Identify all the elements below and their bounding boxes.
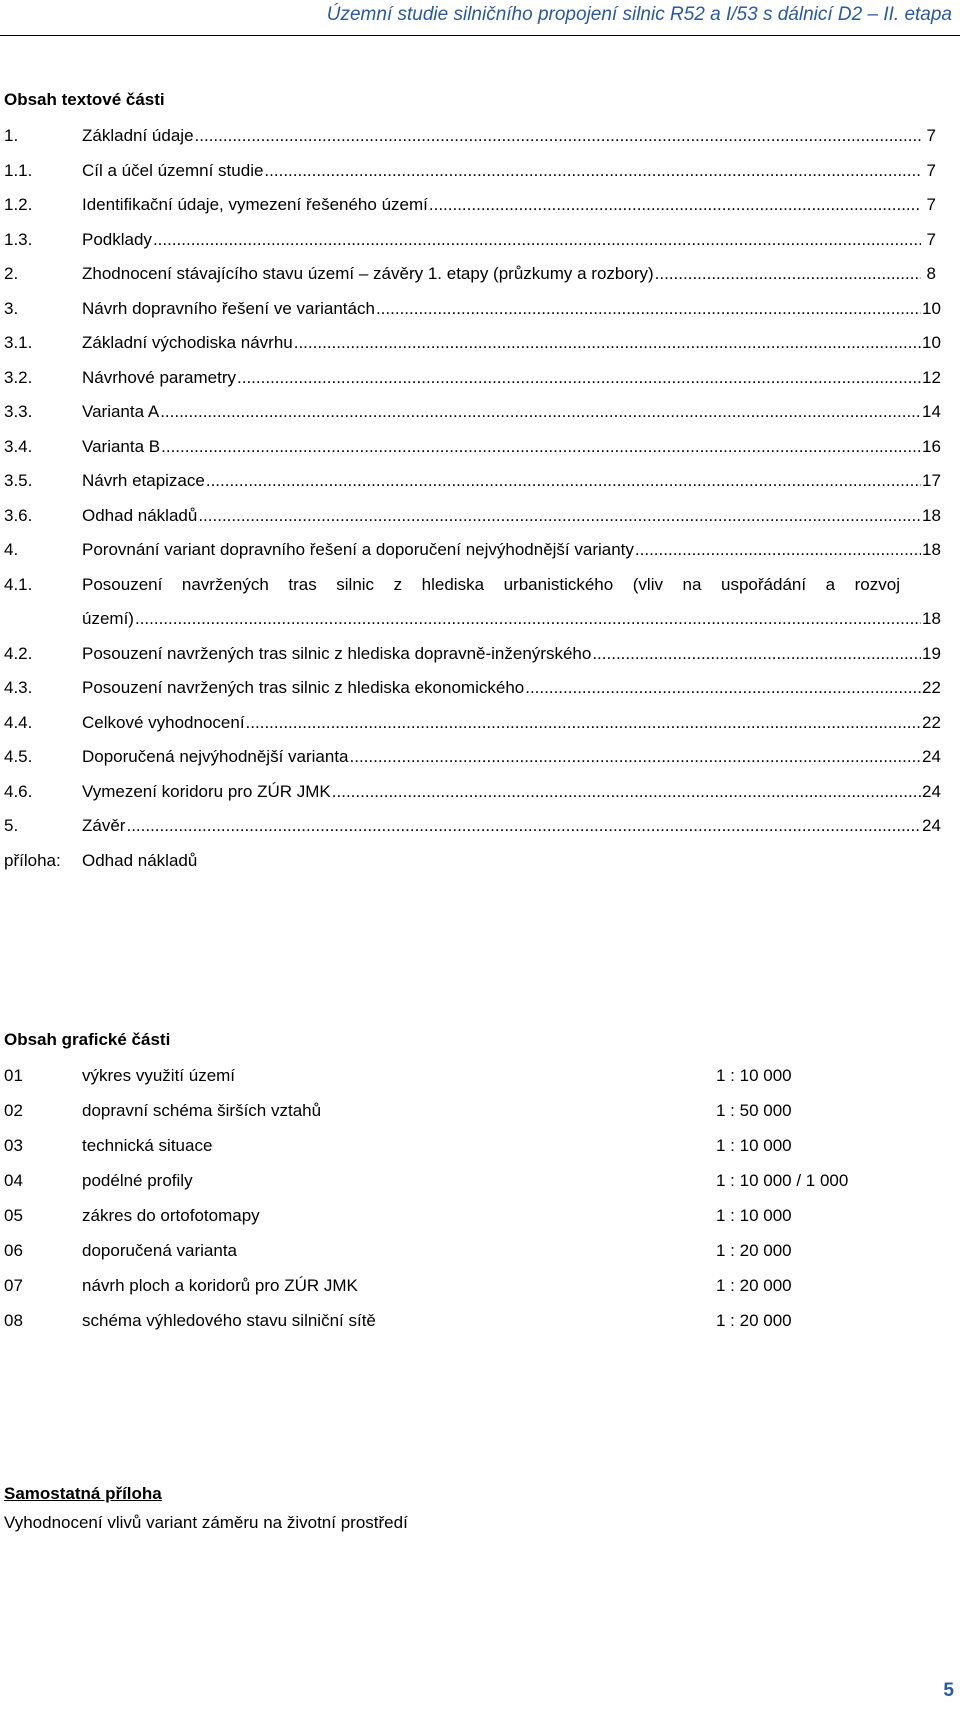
toc-number: 1.	[4, 126, 19, 145]
toc-title: Návrhové parametry	[82, 367, 237, 387]
toc-number: 3.	[4, 298, 19, 318]
graphics-row	[0, 1060, 960, 1095]
toc-leader-dots	[264, 159, 921, 183]
graphics-row	[0, 1305, 960, 1340]
drawing-title: technická situace	[82, 1136, 213, 1155]
graphics-row	[0, 1130, 960, 1165]
toc-row[interactable]	[0, 774, 960, 809]
drawing-title: schéma výhledového stavu silniční sítě	[82, 1311, 376, 1330]
toc-leader-dots	[525, 676, 921, 700]
toc-leader-dots	[635, 538, 921, 562]
toc-leader-dots	[246, 711, 921, 735]
toc-leader-dots	[237, 366, 921, 390]
toc-row[interactable]	[0, 394, 960, 429]
drawing-title: dopravní schéma širších vztahů	[82, 1101, 322, 1120]
toc-title: Varianta B	[82, 436, 161, 456]
toc-number: 4.1.	[4, 574, 33, 594]
toc-number: 4.4.	[4, 712, 33, 732]
drawing-scale: 1 : 20 000	[716, 1241, 792, 1260]
drawing-number: 04	[4, 1171, 23, 1190]
drawing-number: 08	[4, 1311, 23, 1330]
drawing-scale: 1 : 10 000	[716, 1136, 792, 1155]
toc-row[interactable]	[0, 739, 960, 774]
toc-page-number: 8	[926, 264, 936, 283]
toc-title: Závěr	[82, 816, 126, 835]
toc-number: 5.	[4, 816, 19, 835]
toc-line	[82, 711, 941, 735]
drawing-title: návrh ploch a koridorů pro ZÚR JMK	[82, 1276, 358, 1295]
toc-title: Základní údaje	[82, 126, 194, 145]
graphics-row	[0, 1270, 960, 1305]
toc-leader-dots	[592, 642, 921, 666]
toc-line	[82, 331, 941, 355]
toc-leader-dots	[160, 400, 921, 424]
toc-number: 4.6.	[4, 781, 33, 801]
drawing-title: podélné profily	[82, 1171, 193, 1190]
toc-title: Doporučená nejvýhodnější varianta	[82, 747, 349, 766]
toc-leader-dots	[153, 228, 921, 252]
toc-line	[82, 124, 936, 148]
toc-leader-dots	[294, 331, 921, 355]
toc-row[interactable]	[0, 187, 960, 222]
supplement-text: Vyhodnocení vlivů variant záměru na životní prostředí	[4, 1513, 408, 1532]
toc-leader-dots	[332, 780, 921, 804]
toc-line	[82, 745, 941, 769]
toc-row[interactable]	[0, 153, 960, 188]
table-of-contents	[0, 118, 960, 877]
toc-number: 3.1.	[4, 333, 33, 352]
toc-title: Identifikační údaje, vymezení řešeného území	[82, 195, 428, 214]
toc-title: Posouzení navržených tras silnic z hlediska ekonomického	[82, 678, 525, 697]
drawing-scale: 1 : 20 000	[716, 1311, 792, 1330]
drawing-title: zákres do ortofotomapy	[82, 1206, 260, 1225]
toc-row-wrapped[interactable]	[0, 567, 960, 636]
toc-number: 4.3.	[4, 678, 33, 697]
toc-page-number: 7	[926, 126, 936, 145]
toc-leader-dots	[350, 745, 921, 769]
drawing-scale: 1 : 10 000 / 1 000	[716, 1171, 849, 1190]
drawing-scale: 1 : 10 000	[716, 1206, 792, 1225]
toc-title: Návrh dopravního řešení ve variantách	[82, 298, 375, 318]
toc-page-number: 7	[926, 229, 936, 249]
toc-title: Základní východiska návrhu	[82, 333, 293, 352]
toc-title: Návrh etapizace	[82, 471, 205, 490]
toc-leader-dots	[198, 504, 921, 528]
toc-row[interactable]	[0, 360, 960, 395]
toc-leader-dots	[161, 435, 921, 459]
toc-page-number: 7	[926, 195, 936, 214]
toc-list-after	[0, 636, 960, 843]
toc-number: 1.2.	[4, 195, 33, 214]
toc-row[interactable]	[0, 498, 960, 533]
toc-line	[82, 297, 941, 321]
toc-line	[82, 504, 941, 528]
toc-line	[82, 159, 936, 183]
toc-title: Podklady	[82, 229, 152, 249]
running-header: Územní studie silničního propojení silnic R52 a I/53 s dálnicí D2 – II. etapa	[326, 4, 952, 25]
toc-number: 3.3.	[4, 402, 33, 421]
toc-row[interactable]	[0, 256, 960, 291]
drawing-scale: 1 : 10 000	[716, 1066, 792, 1085]
toc-number: 4.	[4, 540, 19, 559]
toc-heading: Obsah textové části	[4, 90, 165, 109]
toc-leader-dots	[126, 814, 921, 838]
toc-row[interactable]	[0, 222, 960, 257]
toc-page-number: 10	[922, 333, 941, 352]
toc-appendix-title: Odhad nákladů	[82, 850, 198, 870]
toc-line	[82, 469, 941, 493]
supplement-heading: Samostatná příloha	[4, 1484, 162, 1503]
toc-row[interactable]	[0, 291, 960, 326]
toc-number: 3.4.	[4, 436, 33, 456]
toc-page-number: 22	[922, 712, 941, 732]
drawing-number: 02	[4, 1101, 23, 1120]
toc-appendix-label: příloha:	[4, 850, 61, 870]
toc-page-number: 7	[926, 160, 936, 180]
toc-title: Varianta A	[82, 402, 160, 421]
toc-title: Vymezení koridoru pro ZÚR JMK	[82, 781, 331, 801]
toc-line	[82, 400, 941, 424]
toc-leader-dots	[429, 193, 921, 217]
toc-line	[82, 814, 941, 838]
drawing-number: 07	[4, 1276, 23, 1295]
toc-number: 1.1.	[4, 160, 33, 180]
drawing-number: 01	[4, 1066, 23, 1085]
toc-leader-dots	[376, 297, 921, 321]
toc-page-number: 14	[922, 402, 941, 421]
toc-line	[82, 642, 941, 666]
toc-row[interactable]	[0, 118, 960, 153]
toc-title: Zhodnocení stávajícího stavu území – závěry 1. etapy (průzkumy a rozbory)	[82, 264, 654, 283]
toc-number: 3.2.	[4, 367, 33, 387]
toc-page-number: 18	[922, 608, 941, 628]
toc-number: 4.5.	[4, 747, 33, 766]
toc-page-number: 10	[922, 298, 941, 318]
toc-row[interactable]	[0, 705, 960, 740]
toc-title: Odhad nákladů	[82, 505, 198, 525]
toc-line	[82, 262, 936, 286]
toc-leader-dots	[135, 607, 921, 631]
drawing-title: doporučená varianta	[82, 1241, 238, 1260]
toc-page-number: 12	[922, 367, 941, 387]
toc-title: Cíl a účel územní studie	[82, 160, 264, 180]
graphics-row	[0, 1235, 960, 1270]
graphics-heading: Obsah grafické části	[4, 1030, 171, 1049]
toc-row[interactable]	[0, 636, 960, 671]
toc-number: 3.5.	[4, 471, 33, 490]
toc-title-line1: Posouzení navržených tras silnic z hlediska urbanistického (vliv na uspořádání a rozvoj	[82, 574, 900, 594]
toc-number: 1.3.	[4, 229, 33, 249]
toc-leader-dots	[206, 469, 921, 493]
toc-line	[82, 193, 936, 217]
toc-line	[82, 435, 941, 459]
toc-page-number: 24	[922, 816, 941, 835]
toc-row[interactable]	[0, 429, 960, 464]
toc-list-first	[0, 118, 960, 567]
drawing-scale: 1 : 50 000	[716, 1101, 792, 1120]
toc-page-number: 19	[922, 643, 941, 663]
header-rule	[0, 35, 960, 36]
toc-row[interactable]	[0, 808, 960, 843]
drawing-scale: 1 : 20 000	[716, 1276, 792, 1295]
toc-page-number: 18	[922, 540, 941, 559]
drawing-title: výkres využití území	[82, 1066, 236, 1085]
toc-row[interactable]	[0, 670, 960, 705]
toc-row[interactable]	[0, 325, 960, 360]
toc-line	[82, 780, 941, 804]
drawing-number: 03	[4, 1136, 23, 1155]
toc-line	[82, 538, 941, 562]
page-number: 5	[943, 1680, 954, 1701]
graphics-list	[0, 1060, 960, 1340]
graphics-row	[0, 1095, 960, 1130]
toc-number: 2.	[4, 264, 19, 283]
graphics-row	[0, 1200, 960, 1235]
toc-title: Celkové vyhodnocení	[82, 712, 245, 732]
toc-page-number: 22	[922, 678, 941, 697]
toc-title: Posouzení navržených tras silnic z hlediska dopravně-inženýrského	[82, 643, 592, 663]
toc-title-line2: území)	[82, 608, 134, 628]
toc-row[interactable]	[0, 463, 960, 498]
toc-number: 4.2.	[4, 643, 33, 663]
drawing-number: 06	[4, 1241, 23, 1260]
toc-row-appendix[interactable]	[0, 843, 960, 878]
toc-page-number: 17	[922, 471, 941, 490]
toc-line	[82, 366, 941, 390]
drawing-number: 05	[4, 1206, 23, 1225]
toc-line	[82, 676, 941, 700]
toc-leader-dots	[195, 124, 921, 148]
toc-number: 3.6.	[4, 505, 33, 525]
graphics-row	[0, 1165, 960, 1200]
toc-leader-dots	[655, 262, 921, 286]
toc-page-number: 18	[922, 505, 941, 525]
toc-page-number: 24	[922, 781, 941, 801]
toc-row[interactable]	[0, 532, 960, 567]
toc-title: Porovnání variant dopravního řešení a doporučení nejvýhodnější varianty	[82, 540, 634, 559]
toc-page-number: 24	[922, 747, 941, 766]
toc-page-number: 16	[922, 436, 941, 456]
toc-line	[82, 228, 936, 252]
toc-line	[82, 607, 941, 631]
